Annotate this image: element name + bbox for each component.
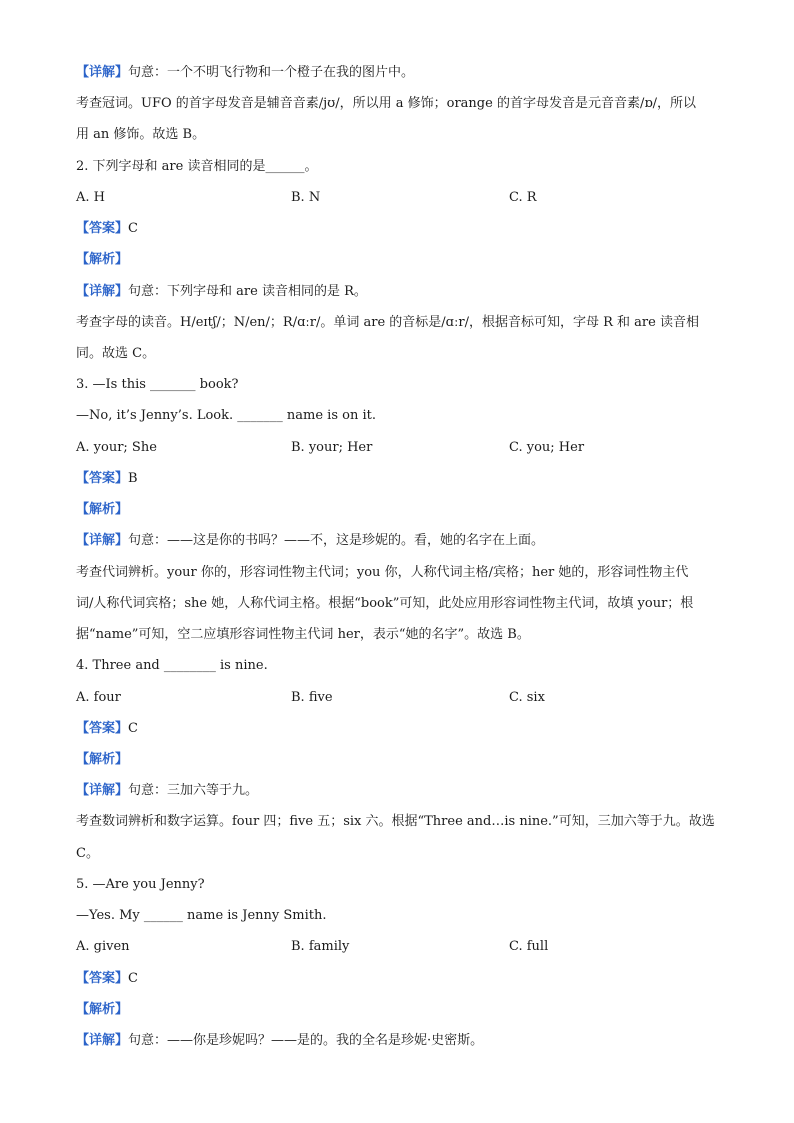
q4-detail-line [76,782,726,800]
q3-analysis-line-1: 考查代词辨析。your 你的，形容词性物主代词；you 你，人称代词主格/宾格；her 她的，形容词性物主代 [76,565,689,580]
q4-answer-line [76,720,726,738]
q3-analysis-line-2: 词/人称代词宾格；she 她，人称代词主格。根据“book”可知，此处应用形容词性物主代词，故填 your；根 [76,596,694,611]
q3-detail-line [76,532,726,550]
q3-option-c: C. you; Her [509,440,585,455]
q3-answer: B [128,471,138,486]
q4-stem: 4. Three and ________ is nine. [76,658,268,673]
q4-option-b: B. five [291,690,333,705]
q4-analysis-line-1: 考查数词辨析和数字运算。four 四；five 五；six 六。根据“Three and…is nine.”可知，三加六等于九。故选 [76,814,715,829]
q2-detail-text: 句意：下列字母和 are 读音相同的是 R。 [128,284,367,299]
q2-option-b: B. N [291,190,321,205]
q3-analysis-heading [76,501,726,519]
q1-analysis-line-2: 用 an 修饰。故选 B。 [76,127,206,142]
detail-tag: 【详解】 [76,783,129,798]
q2-analysis-heading [76,251,726,269]
q5-answer-line [76,970,726,988]
q3-stem-1: 3. —Is this _______ book? [76,377,239,392]
q3-answer-line [76,470,726,488]
q2-stem: 2. 下列字母和 are 读音相同的是______。 [76,159,318,174]
q1-analysis-line-1: 考查冠词。UFO 的首字母发音是辅音音素/jʊ/，所以用 a 修饰；orange 的首字母发音是元音音素/ɒ/，所以 [76,96,697,111]
q2-analysis-line-1: 考查字母的读音。H/eɪtʃ/；N/en/；R/ɑːr/。单词 are 的音标是/ɑːr/，根据音标可知，字母 R 和 are 读音相 [76,315,699,330]
q4-analysis-heading [76,751,726,769]
answer-tag: 【答案】 [76,721,129,736]
q2-option-a: A. H [76,190,105,205]
q5-option-c: C. full [509,939,549,954]
q5-stem-2: —Yes. My ______ name is Jenny Smith. [76,908,327,923]
q4-answer: C [128,721,138,736]
answer-tag: 【答案】 [76,471,129,486]
detail-tag: 【详解】 [76,533,129,548]
q4-analysis-line-2: C。 [76,846,99,861]
analysis-tag: 【解析】 [76,502,129,517]
q4-option-c: C. six [509,690,545,705]
q2-answer: C [128,221,138,236]
q5-answer: C [128,971,138,986]
q2-analysis-line-2: 同。故选 C。 [76,346,156,361]
q5-detail-line [76,1032,726,1050]
q3-option-b: B. your; Her [291,440,373,455]
q4-detail-text: 句意：三加六等于九。 [128,783,259,798]
q5-option-a: A. given [76,939,130,954]
q1-detail-line [76,64,726,82]
q5-detail-text: 句意：——你是珍妮吗？——是的。我的全名是珍妮·史密斯。 [128,1033,484,1048]
q3-stem-2: —No, it’s Jenny’s. Look. _______ name is on it. [76,408,376,423]
analysis-tag: 【解析】 [76,752,129,767]
analysis-tag: 【解析】 [76,252,129,267]
detail-tag: 【详解】 [76,65,129,80]
detail-tag: 【详解】 [76,1033,129,1048]
q1-detail-text: 句意：一个不明飞行物和一个橙子在我的图片中。 [128,65,415,80]
q3-detail-text: 句意：——这是你的书吗？——不，这是珍妮的。看，她的名字在上面。 [128,533,545,548]
q5-option-b: B. family [291,939,350,954]
q2-option-c: C. R [509,190,537,205]
detail-tag: 【详解】 [76,284,129,299]
q5-analysis-heading [76,1001,726,1019]
q3-analysis-line-3: 据“name”可知，空二应填形容词性物主代词 her，表示“她的名字”。故选 B。 [76,627,530,642]
q3-option-a: A. your; She [76,440,157,455]
q2-detail-line [76,283,726,301]
q2-answer-line [76,220,726,238]
answer-tag: 【答案】 [76,221,129,236]
answer-tag: 【答案】 [76,971,129,986]
q4-option-a: A. four [76,690,121,705]
analysis-tag: 【解析】 [76,1002,129,1017]
q5-stem-1: 5. —Are you Jenny? [76,877,205,892]
